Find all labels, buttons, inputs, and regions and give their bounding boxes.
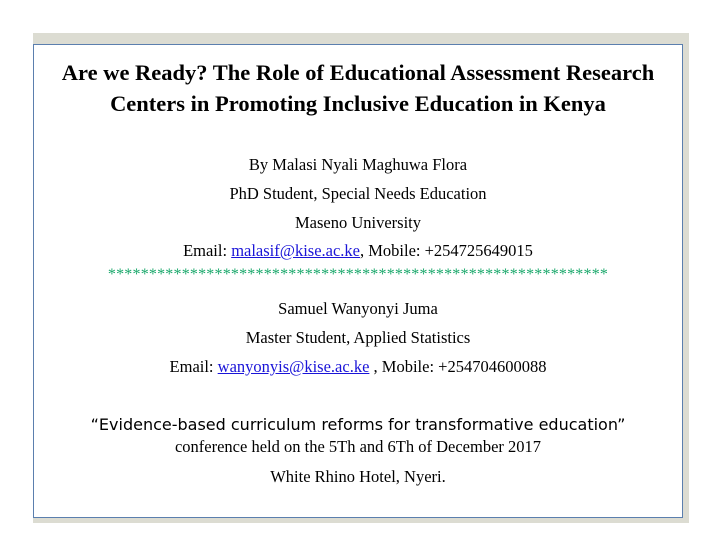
author1-mobile: , Mobile: +254725649015: [360, 241, 533, 260]
conference-venue: White Rhino Hotel, Nyeri.: [270, 467, 446, 486]
author1-byline: By Malasi Nyali Maghuwa Flora: [248, 155, 468, 174]
title-slide: [33, 44, 683, 518]
author2-mobile: , Mobile: +254704600088: [369, 357, 547, 376]
author2-contact: [34, 357, 682, 377]
author2-role: Master Student, Applied Statistics: [245, 328, 471, 347]
author2-email-link[interactable]: wanyonyis@kise.ac.ke: [217, 357, 370, 376]
presentation-title: Are we Ready? The Role of Educational Assessment Research Centers in Promoting Inclusive Education in Kenya: [61, 60, 655, 116]
separator-stars: *************************************************************: [107, 266, 609, 283]
conference-theme: “Evidence-based curriculum reforms for transformative education”: [90, 415, 626, 434]
author1-email-label: Email:: [183, 241, 232, 260]
author1-email-link[interactable]: malasif@kise.ac.ke: [231, 241, 360, 260]
author2-email-label: Email:: [169, 357, 218, 376]
author2-name: Samuel Wanyonyi Juma: [278, 299, 438, 318]
author1-role: PhD Student, Special Needs Education: [229, 184, 487, 203]
author1-institution: Maseno University: [294, 213, 422, 232]
author1-contact: [34, 241, 682, 261]
conference-dates: conference held on the 5Th and 6Th of December 2017: [174, 437, 542, 456]
